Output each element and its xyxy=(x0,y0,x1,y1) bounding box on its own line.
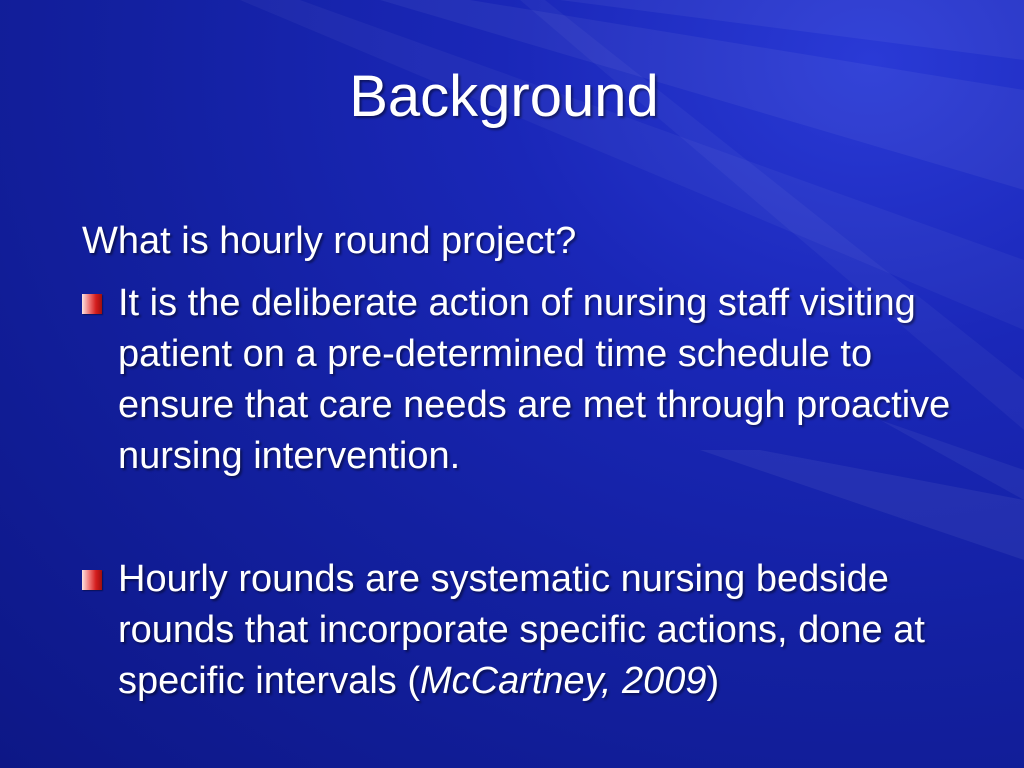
bullet-item-2 xyxy=(118,554,998,707)
bullet-item-1 xyxy=(118,278,998,482)
red-square-bullet-icon xyxy=(82,570,102,590)
subheading: What is hourly round project? xyxy=(82,220,577,262)
red-square-bullet-icon xyxy=(82,294,102,314)
slide-title: Background xyxy=(349,64,659,129)
bullet-text-2: Hourly rounds are systematic nursing bedside rounds that incorporate specific actions, done at specific intervals ( xyxy=(118,558,925,702)
bullet-text-1: It is the deliberate action of nursing staff visiting patient on a pre-determined time schedule to ensure that care needs are met through proactive nursing intervention. xyxy=(118,282,951,477)
bullet-text-2-close: ) xyxy=(706,660,720,702)
citation: McCartney, 2009 xyxy=(419,660,707,702)
